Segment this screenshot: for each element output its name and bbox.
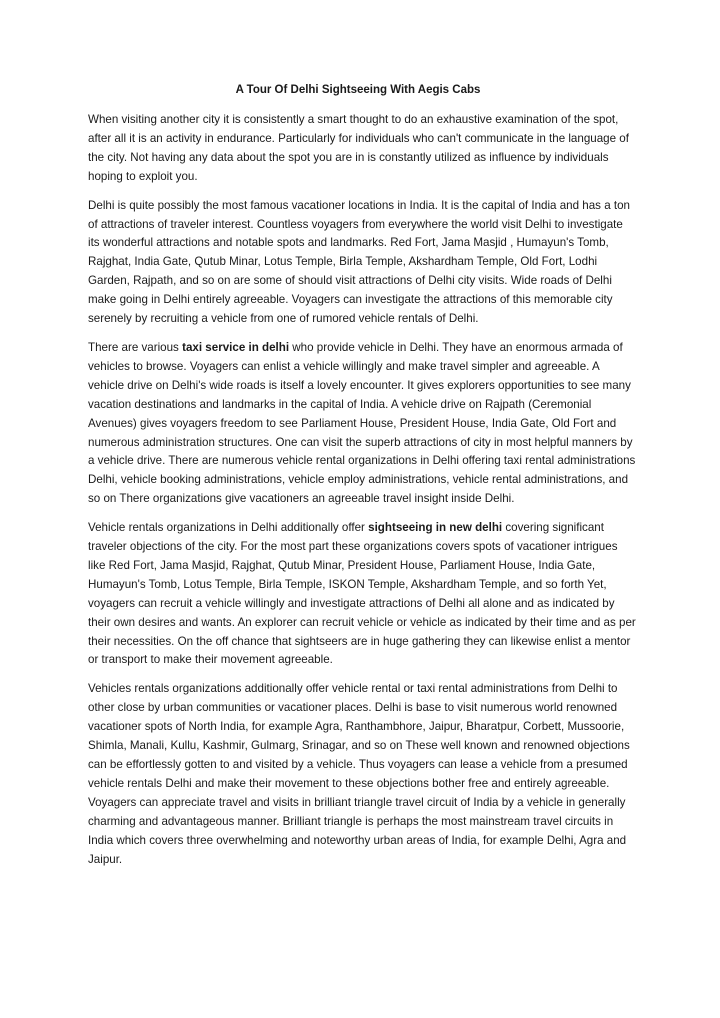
document-title: A Tour Of Delhi Sightseeing With Aegis Cabs	[235, 84, 481, 96]
bold-keyword-taxi-service: taxi service in delhi	[182, 340, 290, 354]
paragraph-text: covering significant traveler objections of the city. For the most part these organizations covers spots of vacationer intrigues like Red Fort, Jama Masjid, Rajghat, Qutub Minar, President House, Parliament House, India Gate, Humayun's Tomb, Lotus Temple, Birla Temple, ISKON Temple, Akshardham Temple, and so forth Yet, voyagers can recruit a vehicle willingly and investigate attractions of Delhi all alone and as indicated by their own desires and wants. An explorer can recruit vehicle or vehicle as indicated by their time and as per their necessities. On the off chance that sightseers are in huge gathering they can likewise enlist a mentor or transport to make their movement agreeable.	[88, 521, 636, 667]
bold-keyword-sightseeing: sightseeing in new delhi	[368, 521, 503, 535]
paragraph-text: Vehicles rentals organizations additionally offer vehicle rental or taxi rental administrations from Delhi to other close by urban communities or vacationer places. Delhi is base to visit numerous world renowned vacationer spots of North India, for example Agra, Ranthambhore, Jaipur, Bharatpur, Corbett, Mussoorie, Shimla, Manali, Kullu, Kashmir, Gulmarg, Srinagar, and so on These well known and renowned objections can be effortlessly gotten to and visited by a vehicle. Thus voyagers can lease a vehicle from a presumed vehicle rentals Delhi and make their movement to these objections bother free and entirely agreeable. Voyagers can appreciate travel and visits in brilliant triangle travel circuit of India by a vehicle in generally charming and advantageous manner. Brilliant triangle is perhaps the most mainstream travel circuits in India which covers three overwhelming and noteworthy urban areas of India, for example Delhi, Agra and Jaipur.	[88, 682, 630, 866]
paragraph-text: who provide vehicle in Delhi. They have an enormous armada of vehicles to browse. Voyagers can enlist a vehicle willingly and make travel simpler and agreeable. A vehicle drive on Delhi's wide roads is itself a lovely encounter. It gives explorers opportunities to see many vacation destinations and landmarks in the capital of India. A vehicle drive on Rajpath (Ceremonial Avenues) gives voyagers freedom to see Parliament House, President House, India Gate, Old Fort and numerous administration structures. One can visit the superb attractions of city in most helpful manners by a vehicle drive. There are numerous vehicle rental organizations in Delhi offering taxi rental administrations Delhi, vehicle booking administrations, vehicle employ administrations, vehicle rental administrations, and so on There organizations give vacationers an agreeable travel insight inside Delhi.	[88, 340, 636, 506]
paragraph-taxi-service	[88, 339, 636, 509]
document-page	[88, 82, 636, 879]
paragraph-delhi-attractions	[88, 197, 636, 329]
paragraph-outstation	[88, 680, 636, 869]
paragraph-text: There are various	[88, 340, 183, 354]
paragraph-sightseeing	[88, 519, 636, 670]
paragraph-text: When visiting another city it is consistently a smart thought to do an exhaustive examination of the spot, after all it is an activity in endurance. Particularly for individuals who can't communicate in the language of the city. Not having any data about the spot you are in is constantly utilized as influence by individuals hoping to exploit you.	[88, 113, 629, 183]
paragraph-intro	[88, 111, 636, 187]
paragraph-text: Vehicle rentals organizations in Delhi additionally offer	[88, 521, 369, 535]
paragraph-text: Delhi is quite possibly the most famous vacationer locations in India. It is the capital of India and has a ton of attractions of traveler interest. Countless voyagers from everywhere the world visit Delhi to investigate its wonderful attractions and notable spots and landmarks. Red Fort, Jama Masjid , Humayun's Tomb, Rajghat, India Gate, Qutub Minar, Lotus Temple, Birla Temple, Akshardham Temple, Old Fort, Lodhi Garden, Rajpath, and so on are some of should visit attractions of Delhi city visits. Wide roads of Delhi make going in Delhi entirely agreeable. Voyagers can investigate the attractions of this memorable city serenely by recruiting a vehicle from one of rumored vehicle rentals of Delhi.	[88, 198, 630, 326]
